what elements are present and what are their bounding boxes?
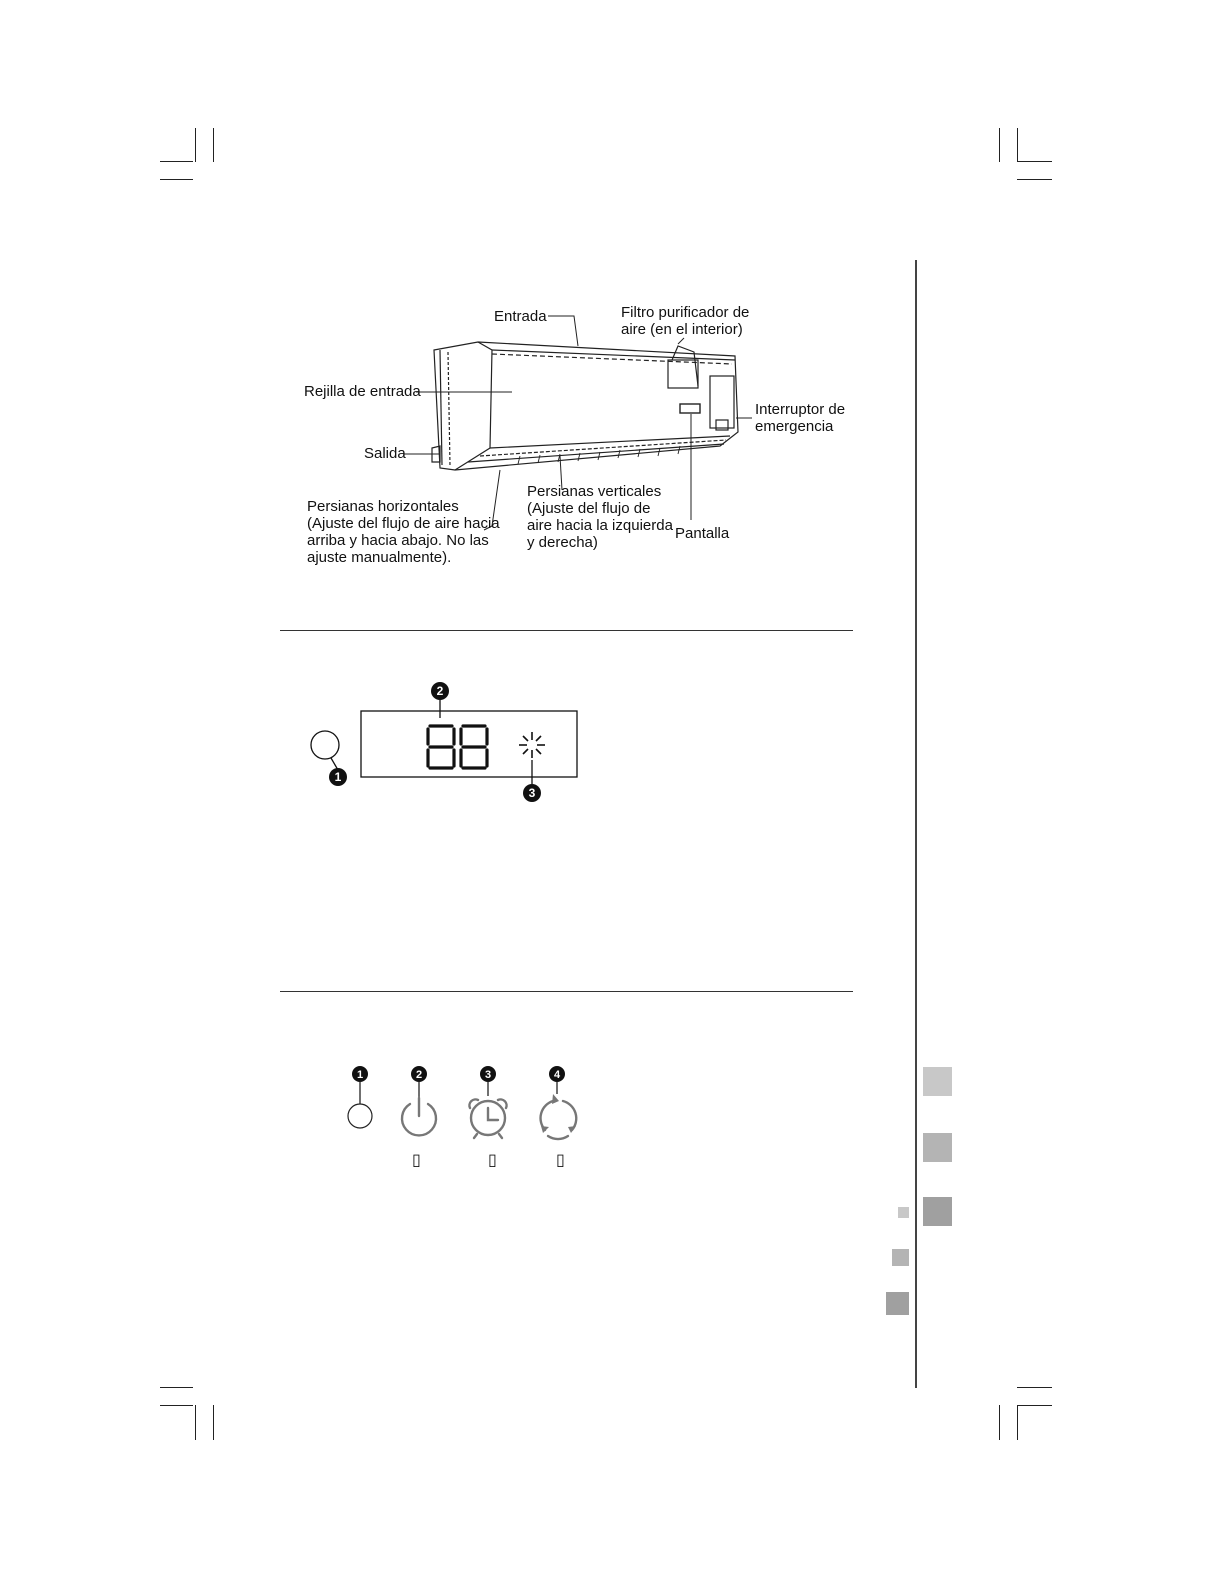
label-horizontales-line4: ajuste manualmente).	[307, 549, 452, 566]
alarm-clock-icon	[469, 1099, 506, 1138]
label-interruptor-line2: emergencia	[755, 418, 834, 435]
label-verticales-line3: aire hacia la izquierda	[527, 517, 673, 534]
label-rejilla: Rejilla de entrada	[304, 383, 421, 400]
label-filtro-line1: Filtro purificador de	[621, 304, 750, 321]
label-filtro-line2: aire (en el interior)	[621, 321, 743, 338]
side-marker	[892, 1249, 909, 1266]
button-glyph-placeholder: ▯	[488, 1150, 497, 1169]
side-tab	[923, 1133, 952, 1162]
label-horizontales-line2: (Ajuste del flujo de aire hacia	[307, 515, 500, 532]
receiver-icon	[348, 1104, 372, 1128]
side-tab	[923, 1197, 952, 1226]
label-interruptor-line1: Interruptor de	[755, 401, 846, 418]
side-marker	[898, 1207, 909, 1218]
callout-3: 3	[528, 786, 536, 800]
side-tab	[923, 1067, 952, 1096]
cycle-arrows-icon	[541, 1101, 577, 1139]
label-entrada: Entrada	[494, 308, 547, 325]
button-callouts	[352, 1066, 565, 1082]
label-verticales-line4: y derecha)	[527, 534, 598, 551]
label-verticales-line2: (Ajuste del flujo de	[527, 500, 651, 517]
label-pantalla: Pantalla	[675, 525, 730, 542]
svg-text:3: 3	[484, 1069, 492, 1081]
side-marker	[886, 1292, 909, 1315]
label-horizontales-line1: Persianas horizontales	[307, 498, 459, 515]
svg-text:1: 1	[356, 1069, 364, 1081]
label-salida: Salida	[364, 445, 406, 462]
button-glyph-placeholder: ▯	[412, 1150, 421, 1169]
label-horizontales-line3: arriba y hacia abajo. No las	[307, 532, 489, 549]
label-verticales-line1: Persianas verticales	[527, 483, 662, 500]
callout-1: 1	[334, 770, 342, 784]
svg-text:2: 2	[415, 1069, 423, 1081]
power-icon	[402, 1098, 436, 1135]
svg-text:4: 4	[553, 1069, 561, 1081]
callout-2: 2	[436, 684, 444, 698]
button-glyph-placeholder: ▯	[556, 1150, 565, 1169]
